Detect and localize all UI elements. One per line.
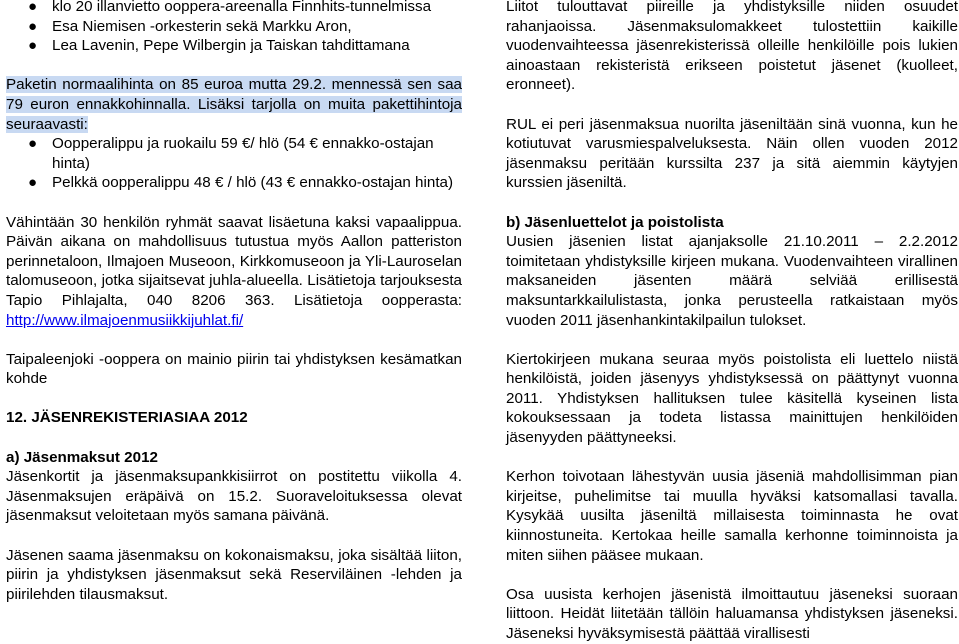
right-column bbox=[506, 0, 958, 644]
list-item: ● Pelkkä oopperalippu 48 € / hlö (43 € ennakko-ostajan hinta) bbox=[28, 174, 454, 192]
direct-join-paragraph: Osa uusista kerhojen jäsenistä ilmoittautuu jäseneksi suoraan liittoon. Heidät liitetään tällöin haluamansa yhdistyksen jäseneksi. Jäseneksi hyväksymisestä päättää virallisesti bbox=[506, 585, 958, 642]
group-offer-paragraph: Vähintään 30 henkilön ryhmät saavat lisäetuna kaksi vapaalippua. Päivän aikana on mahdollisuus tutustua myös Aallon patteriston perinnetaloon, Ilmajoen Museoon, Kirkkomuseoon ja Yli-Lauroselan talomuseoon, jotka sijaitsevat juhla-alueella. Lisätietoja tarjouksesta Tapio Pihlajalta, 040 8206 363. Lisätietoja oopperasta: http://www.ilmajoenmusiikkijuhlat.fi/ bbox=[6, 213, 462, 329]
subheading-membership-fees: a) Jäsenmaksut 2012 bbox=[6, 448, 158, 466]
event-bullet-list bbox=[6, 0, 462, 56]
list-item: ● Lea Lavenin, Pepe Wilbergin ja Taiskan tahdittamana bbox=[28, 37, 410, 55]
list-item: ● klo 20 illanvietto ooppera-areenalla Finnhits-tunnelmissa bbox=[6, 0, 462, 17]
rul-paragraph: RUL ei peri jäsenmaksua nuorilta jäseniltään sinä vuonna, kun he kotiutuvat varusmiespalveluksesta. Näin ollen vuoden 2012 jäsenmaksu peritään kurssilta 237 ja sitä aiemmin käytyjen kurssien jäseniltä. bbox=[506, 115, 958, 192]
price-bullet-list bbox=[6, 134, 462, 193]
bullet-icon: ● bbox=[28, 37, 38, 55]
subheading-member-lists: b) Jäsenluettelot ja poistolista bbox=[506, 213, 724, 231]
new-members-paragraph: Uusien jäsenien listat ajanjaksolle 21.10.2011 – 2.2.2012 toimitetaan yhdistyksille kirjeen mukana. Vuodenvaihteen virallinen maksaneiden jäsenten määrä selviää erillisestä maksuntarkkailulistasta, jonka perusteella ratkaistaan myös vuoden 2011 jäsenhankintakilpailun tulokset. bbox=[506, 233, 958, 329]
bullet-icon: ● bbox=[28, 17, 38, 35]
bullet-icon: ● bbox=[28, 0, 38, 15]
opera-website-link[interactable]: http://www.ilmajoenmusiikkijuhlat.fi/ bbox=[6, 311, 244, 329]
left-column bbox=[6, 0, 462, 604]
section-heading-12: 12. JÄSENREKISTERIASIAA 2012 bbox=[6, 409, 248, 427]
membership-fees-paragraph: Jäsenkortit ja jäsenmaksupankkisiirrot on postitettu viikolla 4. Jäsenmaksujen eräpäivä on 15.2. Suoraveloituksessa olevat jäsenmaksut veloitetaan myös samana päivänä. bbox=[6, 468, 462, 525]
removal-list-paragraph: Kiertokirjeen mukana seuraa myös poistolista eli luettelo niistä henkilöistä, joiden jäsenyys yhdistyksessä on päättynyt vuonna 2011. Yhdistyksen hallituksen tulee käsitellä kyseinen lista kokouksessaan ja todeta listassa mainittujen henkilöiden jäsenyyden päättyneeksi. bbox=[506, 350, 958, 447]
list-item: ● Esa Niemisen -orkesterin sekä Markku Aron, bbox=[28, 17, 352, 35]
price-paragraph: Paketin normaalihinta on 85 euroa mutta 29.2. mennessä sen saa 79 euron ennakkohinnalla. Lisäksi tarjolla on muita pakettihintoja seuraavasti: bbox=[6, 76, 462, 133]
approach-new-members-paragraph: Kerhon toivotaan lähestyvän uusia jäseniä mahdollisimman pian kirjeitse, puhelimitse tai muulla hyväksi katsomallasi tavalla. Kysykää uusilta jäseniltä millaisesta toiminnasta he ovat kiinnostuneita. Kertokaa heille samalla kerhonne toiminnoista ja miten siihen pääsee mukaan. bbox=[506, 468, 958, 564]
list-item: ● Oopperalippu ja ruokailu 59 €/ hlö (54 € ennakko-ostajan hinta) bbox=[28, 135, 434, 172]
membership-fee-contents-paragraph: Jäsenen saama jäsenmaksu on kokonaismaksu, joka sisältää liiton, piirin ja yhdistyksen jäsenmaksut sekä Reserviläinen -lehden ja piirilehden tilausmaksut. bbox=[6, 546, 462, 603]
revenue-paragraph: Liitot tulouttavat piireille ja yhdistyksille niiden osuudet rahanjaoissa. Jäsenmaksulomakkeet tulostettiin kaikille vuodenvaihteessa jäsenrekisterissä olleille henkilöille pois lukien ainoastaan rekisteristä erikseen poistetut jäsenet (kuolleet, eronneet). bbox=[506, 0, 958, 94]
taipaleenjoki-paragraph: Taipaleenjoki -ooppera on mainio piirin tai yhdistyksen kesämatkan kohde bbox=[6, 350, 462, 388]
bullet-icon: ● bbox=[28, 174, 38, 192]
bullet-icon: ● bbox=[28, 135, 38, 153]
